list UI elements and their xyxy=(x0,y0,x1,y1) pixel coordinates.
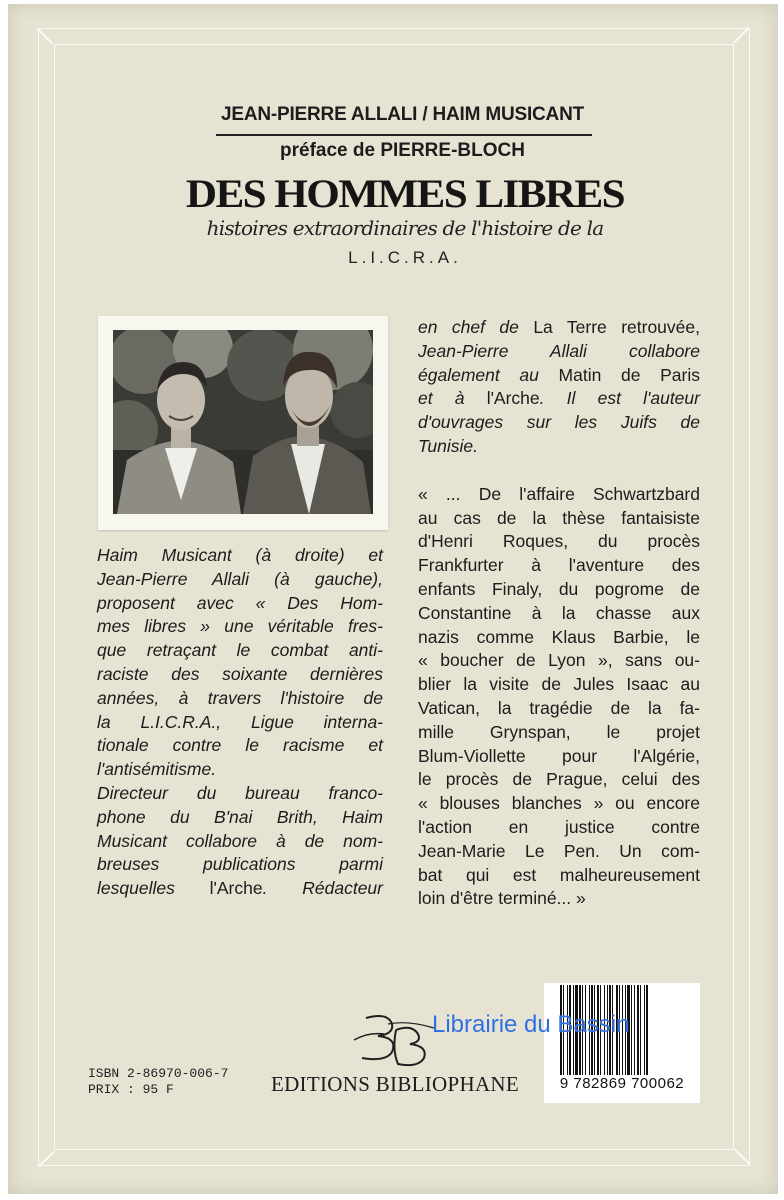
publication-name: l'Arche xyxy=(209,878,263,899)
bio-line xyxy=(418,316,700,340)
authors-heading: JEAN-PIERRE ALLALI / HAIM MUSICANT xyxy=(221,104,584,125)
author-photo-image xyxy=(113,330,373,514)
quote-line: Frankfurter à l'aventure des xyxy=(418,555,700,576)
left-line: mes libres » une véritable fres- xyxy=(97,616,383,637)
isbn-number: ISBN 2-86970-006-7 xyxy=(88,1066,229,1081)
heading-rule xyxy=(216,134,592,136)
preface-line: préface de PIERRE-BLOCH xyxy=(280,140,525,161)
barcode xyxy=(544,983,700,1103)
author-photo xyxy=(98,316,388,530)
quote-line: au cas de la thèse fantaisiste xyxy=(418,507,700,528)
quote-line: bat qui est malheureusement xyxy=(418,864,700,885)
bio-line: phone du B'nai Brith, Haim xyxy=(97,806,383,827)
left-line: années, à travers l'histoire de xyxy=(97,687,383,708)
quote-line: d'Henri Roques, du procès xyxy=(418,531,700,552)
bio-line-last xyxy=(97,877,383,901)
bio-line: Directeur du bureau franco- xyxy=(97,782,383,803)
left-line: tionale contre le racisme et xyxy=(97,735,383,756)
quote-line: Constantine à la chasse aux xyxy=(418,602,700,623)
bio-line: Jean-Pierre Allali collabore xyxy=(418,340,700,361)
quote-line: l'action en justice contre xyxy=(418,816,700,837)
quote-line: blier la visite de Jules Isaac au xyxy=(418,674,700,695)
watermark-text: Librairie du Bassin xyxy=(432,1011,630,1038)
publisher-name: EDITIONS BIBLIOPHANE xyxy=(270,1072,520,1096)
publication-name: l'Arche xyxy=(486,388,540,409)
quote-line: enfants Finaly, du pogrome de xyxy=(418,578,700,599)
publisher-monogram-logo xyxy=(348,1010,440,1072)
quote-line: Jean-Marie Le Pen. Un com- xyxy=(418,840,700,861)
bio-text: et à xyxy=(418,388,487,409)
price: PRIX : 95 F xyxy=(88,1082,174,1097)
bio-line xyxy=(418,387,700,411)
quote-line: mille Grynspan, le projet xyxy=(418,721,700,742)
left-text-column xyxy=(97,544,383,901)
quote-line: le procès de Prague, celui des xyxy=(418,769,700,790)
bio-text: . Rédacteur xyxy=(262,878,383,899)
bio-line: d'ouvrages sur les Juifs de xyxy=(418,412,700,433)
left-line: proposent avec « Des Hom- xyxy=(97,592,383,613)
left-line: que retraçant le combat anti- xyxy=(97,640,383,661)
right-text-column xyxy=(418,316,700,911)
left-line: Jean-Pierre Allali (à gauche), xyxy=(97,568,383,589)
book-subtitle: histoires extraordinaires de l'histoire de la xyxy=(206,216,604,240)
quote-line: Blum-Viollette pour l'Algérie, xyxy=(418,745,700,766)
quote-line: « ... De l'affaire Schwartzbard xyxy=(418,483,700,504)
bio-text: également au xyxy=(418,364,559,385)
organization-name: L.I.C.R.A. xyxy=(348,248,462,267)
left-line: la L.I.C.R.A., Ligue interna- xyxy=(97,711,383,732)
publication-name: Matin de Paris xyxy=(558,364,700,385)
bio-line: Tunisie. xyxy=(418,435,478,456)
bio-text: lesquelles xyxy=(97,878,210,899)
left-line: raciste des soixante dernières xyxy=(97,663,383,684)
isbn-block xyxy=(88,1066,228,1098)
bio-line xyxy=(418,364,700,388)
bio-text: en chef de xyxy=(418,317,534,337)
barcode-number: 9 782869 700062 xyxy=(559,1075,685,1092)
left-line: Haim Musicant (à droite) et xyxy=(97,545,383,565)
quote-line-last: loin d'être terminé... » xyxy=(418,888,586,909)
quote-line: « boucher de Lyon », sans ou- xyxy=(418,650,700,671)
paragraph-gap xyxy=(418,459,700,483)
bio-text: . Il est l'auteur xyxy=(539,388,700,409)
publication-name: La Terre retrouvée, xyxy=(533,317,700,337)
quote-line: nazis comme Klaus Barbie, le xyxy=(418,626,700,647)
book-title: DES HOMMES LIBRES xyxy=(185,171,625,216)
left-line: l'antisémitisme. xyxy=(97,759,217,780)
quote-line: « blouses blanches » ou encore xyxy=(418,793,700,814)
bio-line: breuses publications parmi xyxy=(97,854,383,875)
bio-line: Musicant collabore à de nom- xyxy=(97,830,383,851)
quote-line: Vatican, la tragédie de la fa- xyxy=(418,697,700,718)
